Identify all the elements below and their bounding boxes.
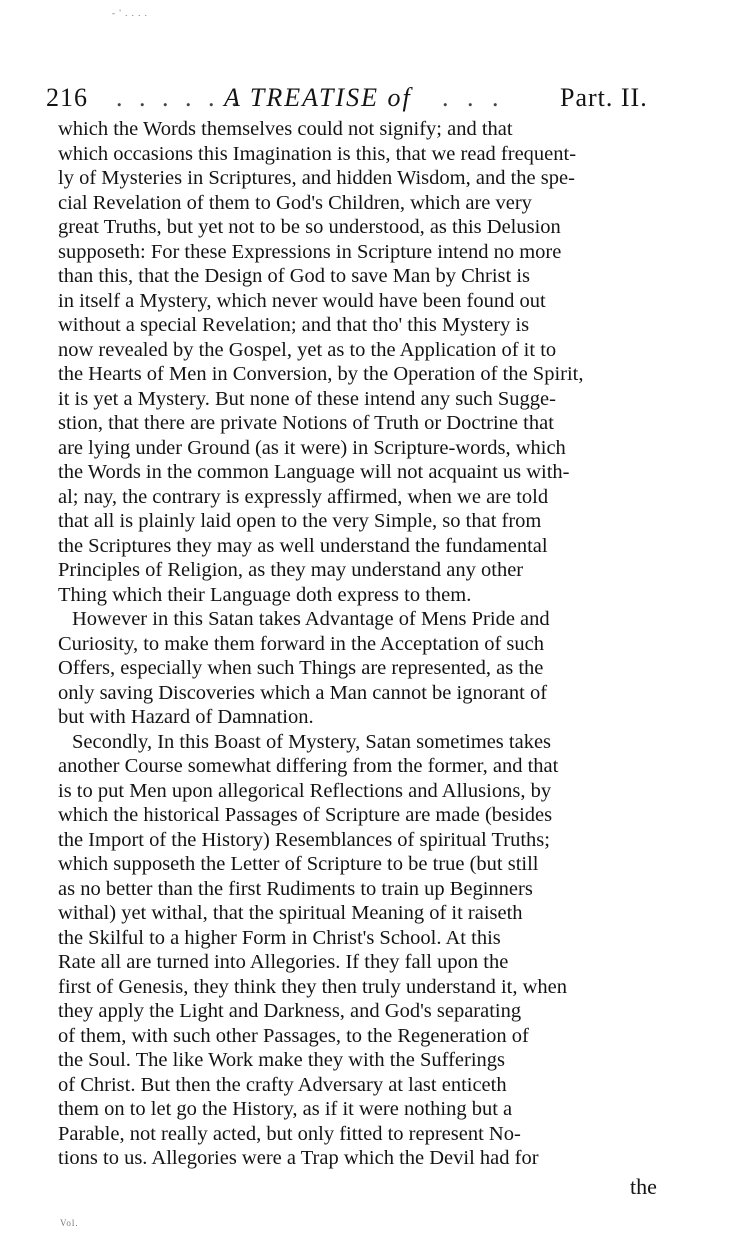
text-line: the Scriptures they may as well understand the fundamental [58, 534, 548, 557]
text-line: Curiosity, to make them forward in the Acceptation of such [58, 632, 544, 655]
text-line: ly of Mysteries in Scriptures, and hidden Wisdom, and the spe- [58, 167, 575, 189]
text-line: cial Revelation of them to God's Children, which are very [58, 191, 532, 214]
text-line: tions to us. Allegories were a Trap which the Devil had for [58, 1147, 539, 1169]
text-line: of them, with such other Passages, to the Regeneration of [58, 1024, 529, 1047]
text-line: Offers, especially when such Things are represented, as the [58, 657, 544, 679]
text-line: the Skilful to a higher Form in Christ's School. At this [58, 926, 501, 949]
text-line: the Words in the common Language will not acquaint us with- [58, 461, 570, 483]
paragraph-start-line: Secondly, In this Boast of Mystery, Satan sometimes takes [72, 730, 552, 753]
text-line: without a special Revelation; and that tho' this Mystery is [58, 314, 530, 336]
text-line: of Christ. But then the crafty Adversary at last enticeth [58, 1073, 507, 1096]
text-line: are lying under Ground (as it were) in Scripture-words, which [58, 436, 566, 459]
text-line: that all is plainly laid open to the very Simple, so that from [58, 510, 542, 532]
text-line: the Soul. The like Work make they with the Sufferings [58, 1049, 506, 1071]
text-line: which supposeth the Letter of Scripture to be true (but still [58, 853, 539, 875]
text-line: but with Hazard of Damnation. [58, 706, 314, 728]
text-line: Thing which their Language doth express to them. [58, 583, 472, 606]
text-line: only saving Discoveries which a Man cannot be ignorant of [58, 681, 548, 704]
text-line: than this, that the Design of God to save Man by Christ is [58, 265, 531, 287]
text-line: stion, that there are private Notions of Truth or Doctrine that [58, 412, 554, 434]
text-line: withal) yet withal, that the spiritual Meaning of it raiseth [58, 902, 523, 924]
catchword: the [630, 1174, 657, 1199]
text-line: the Hearts of Men in Conversion, by the Operation of the Spirit, [58, 363, 584, 385]
text-line: al; nay, the contrary is expressly affirmed, when we are told [58, 485, 549, 508]
text-line: them on to let go the History, as if it were nothing but a [58, 1098, 513, 1120]
text-line: Parable, not really acted, but only fitted to represent No- [58, 1122, 521, 1145]
text-line: great Truths, but yet not to be so understood, as this Delusion [58, 216, 561, 238]
text-line: Rate all are turned into Allegories. If they fall upon the [58, 951, 509, 973]
text-line: they apply the Light and Darkness, and God's separating [58, 1000, 522, 1022]
text-line: first of Genesis, they think they then truly understand it, when [58, 975, 567, 998]
text-line: which the Words themselves could not signify; and that [58, 118, 513, 140]
top-edge-marks: - ' . . . . [112, 8, 148, 18]
paragraph-start-line: However in this Satan takes Advantage of Mens Pride and [72, 608, 550, 630]
text-line: Principles of Religion, as they may understand any other [58, 559, 524, 581]
header-leader-right: . . . [442, 83, 505, 112]
header-leader-left: . . . . . . [116, 83, 243, 112]
text-line: the Import of the History) Resemblances of spiritual Truths; [58, 828, 550, 851]
text-line: which the historical Passages of Scripture are made (besides [58, 804, 553, 826]
body-text [58, 117, 694, 1171]
text-line: supposeth: For these Expressions in Scripture intend no more [58, 240, 562, 263]
page-number: 216 [46, 83, 88, 112]
bottom-edge-mark: Vol. [60, 1218, 79, 1228]
text-line: is to put Men upon allegorical Reflections and Allusions, by [58, 779, 552, 802]
part-label: Part. II. [560, 83, 648, 112]
running-header [46, 80, 698, 116]
text-line: in itself a Mystery, which never would have been found out [58, 289, 546, 312]
text-line: now revealed by the Gospel, yet as to the Application of it to [58, 338, 557, 361]
text-line: which occasions this Imagination is this, that we read frequent- [58, 142, 577, 165]
text-line: as no better than the first Rudiments to train up Beginners [58, 877, 533, 900]
text-line: another Course somewhat differing from the former, and that [58, 755, 559, 777]
text-line: it is yet a Mystery. But none of these intend any such Sugge- [58, 387, 556, 410]
running-title: A TREATISE of [224, 83, 412, 112]
